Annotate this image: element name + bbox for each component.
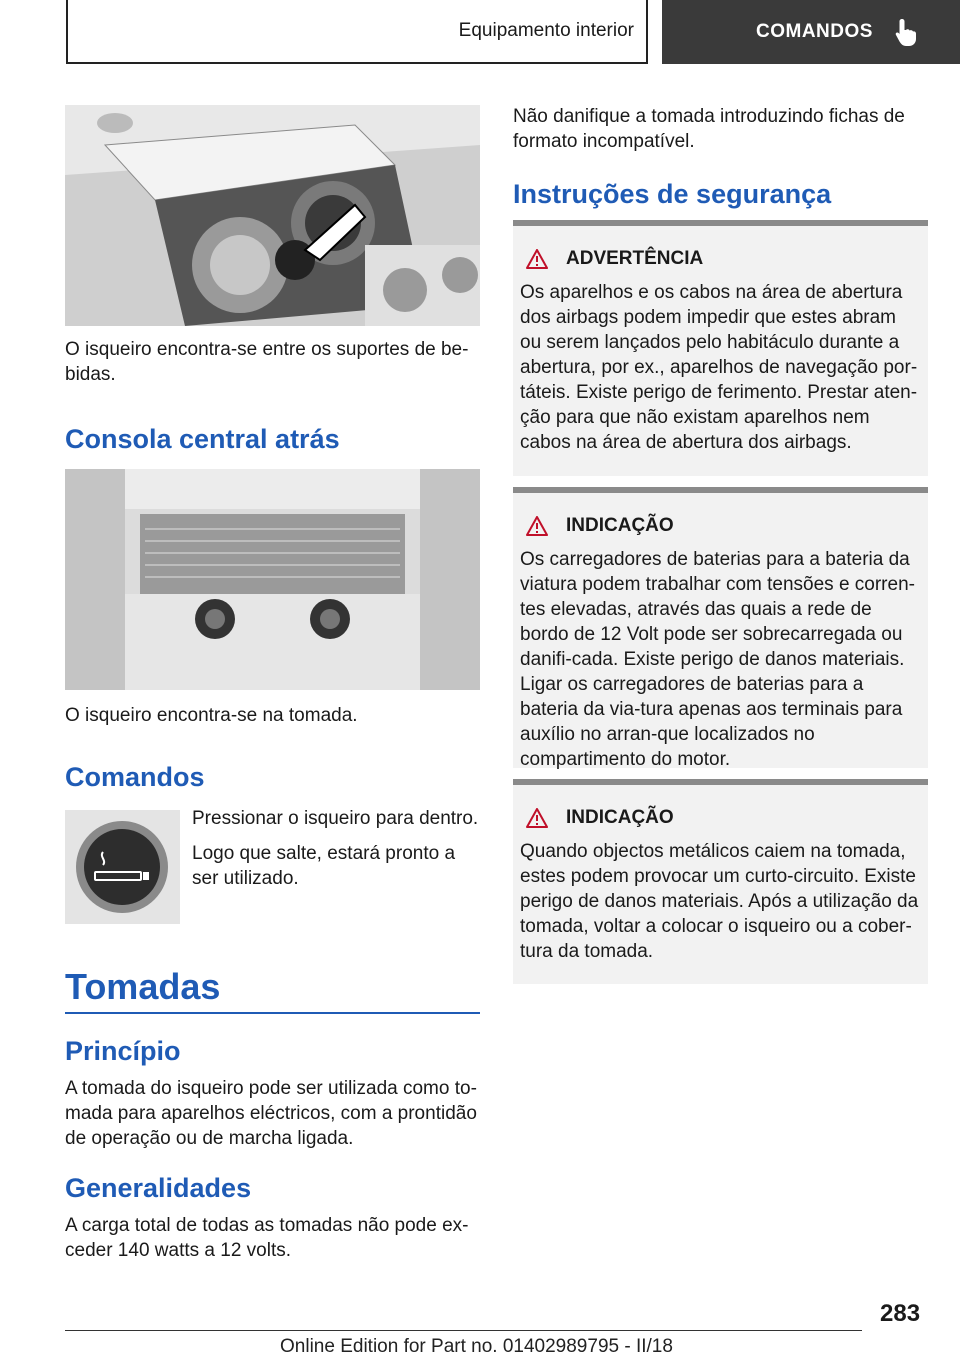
caption-socket-text: O isqueiro encontra-se na tomada. bbox=[65, 705, 358, 726]
heading-general-wrap bbox=[65, 1173, 480, 1204]
caption-socket bbox=[65, 703, 480, 728]
heading-rear-console: Consola central atrás bbox=[65, 424, 340, 454]
controls-step-1: Pressionar o isqueiro para dentro. bbox=[192, 808, 479, 829]
warning-box bbox=[513, 220, 928, 476]
heading-rear-console-wrap bbox=[65, 424, 480, 455]
header-section-label: Equipamento interior bbox=[458, 20, 634, 41]
caption-cupholder-text: O isqueiro encontra-se entre os suportes de be-bidas. bbox=[65, 339, 469, 385]
notice-title: INDICAÇÃO bbox=[566, 515, 674, 536]
heading-safety: Instruções de segurança bbox=[513, 179, 832, 209]
heading-principle-wrap bbox=[65, 1036, 480, 1067]
general-text: A carga total de todas as tomadas não pode ex-ceder 140 watts a 12 volts. bbox=[65, 1215, 469, 1261]
heading-sockets: Tomadas bbox=[65, 966, 221, 1007]
intro-paragraph bbox=[513, 104, 928, 154]
edition-note: Online Edition for Part no. 01402989795 - II/18 bbox=[280, 1336, 673, 1357]
heading-controls-wrap bbox=[65, 762, 480, 793]
warning-triangle-icon bbox=[526, 808, 548, 828]
cigarette-lighter-icon bbox=[65, 810, 180, 924]
warning-title: ADVERTÊNCIA bbox=[566, 248, 704, 269]
rear-console-photo bbox=[65, 469, 480, 690]
header-chapter bbox=[662, 0, 960, 64]
intro-text: Não danifique a tomada introduzindo fichas de formato incompatível. bbox=[513, 106, 905, 152]
notice-box-metal-objects bbox=[513, 779, 928, 984]
warning-text: Os aparelhos e os cabos na área de abertura dos airbags podem impedir que estes abram ou serem lançados pelo habitáculo durante a abertura, por ex., aparelhos de navegação por-táteis. Existe perigo de ferimento. Prestar aten-ção para que não existam aparelhos nem cabos na área de abertura dos airbags. bbox=[520, 282, 918, 453]
controls-step-2: Logo que salte, estará pronto a ser utilizado. bbox=[192, 843, 456, 889]
heading-principle: Princípio bbox=[65, 1036, 181, 1066]
principle-text: A tomada do isqueiro pode ser utilizada como to-mada para aparelhos eléctricos, com a prontidão de operação ou de marcha ligada. bbox=[65, 1078, 477, 1149]
warning-triangle-icon bbox=[526, 249, 548, 269]
principle-paragraph bbox=[65, 1076, 480, 1151]
heading-safety-wrap bbox=[513, 179, 928, 210]
header-chapter-label: COMANDOS bbox=[756, 21, 873, 42]
notice-text: Quando objectos metálicos caiem na tomada, estes podem provocar um curto-circuito. Existe perigo de danos materiais. Após a utilização da tomada, voltar a colocar o isqueiro ou a cober-tura da tomada. bbox=[520, 841, 919, 962]
warning-triangle-icon bbox=[526, 516, 548, 536]
header-section bbox=[66, 0, 648, 64]
section-divider bbox=[65, 1012, 480, 1014]
page-number: 283 bbox=[880, 1300, 921, 1327]
lighter-button-image bbox=[65, 810, 180, 924]
heading-general: Generalidades bbox=[65, 1173, 252, 1203]
notice-title: INDICAÇÃO bbox=[566, 807, 674, 828]
heading-sockets-wrap bbox=[65, 966, 480, 1008]
caption-cupholder bbox=[65, 337, 480, 387]
notice-text: Os carregadores de baterias para a bateria da viatura podem trabalhar com tensões e corren-tes elevadas, através das quais a rede de bordo de 12 Volt pode ser sobrecarregada ou danifi-cada. Existe perigo de danos materiais. Ligar os carregadores de baterias para a bateria da via-tura apenas aos terminais para auxílio no arran-que localizados no compartimento do motor. bbox=[520, 549, 915, 770]
general-paragraph bbox=[65, 1213, 480, 1263]
cupholder-photo bbox=[65, 105, 480, 326]
pointing-hand-icon bbox=[893, 17, 919, 47]
heading-controls: Comandos bbox=[65, 762, 205, 792]
footer-divider bbox=[65, 1330, 862, 1331]
controls-instructions bbox=[192, 806, 482, 891]
notice-box-chargers bbox=[513, 487, 928, 768]
